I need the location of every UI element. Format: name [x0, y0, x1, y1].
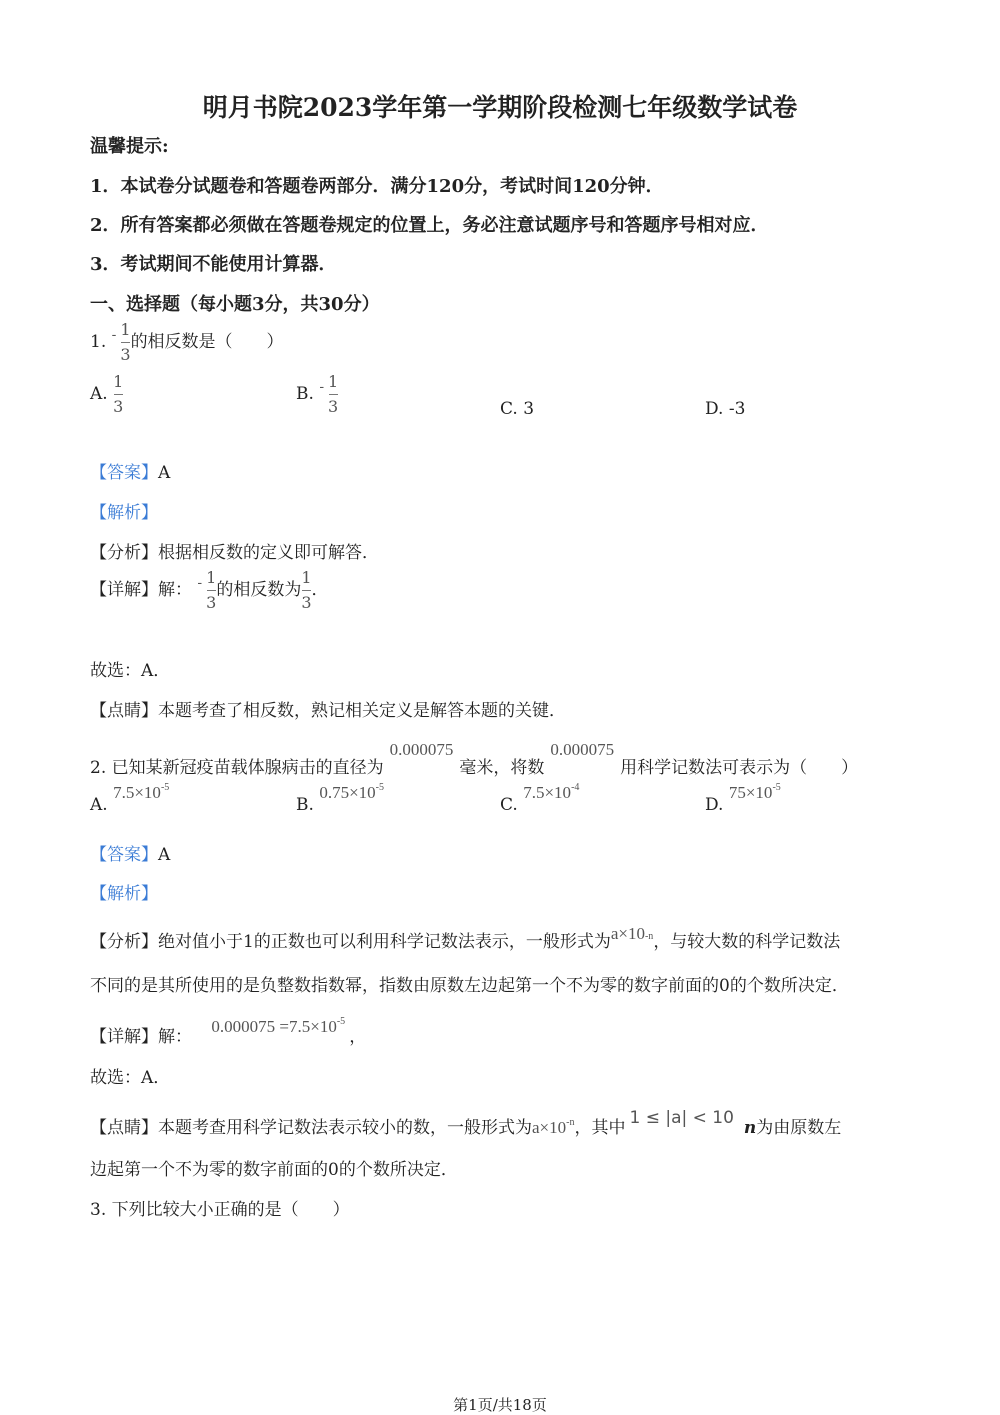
question-stem-1: 2. 已知某新冠疫苗载体腺病击的直径为: [90, 758, 384, 778]
option-label: C.: [500, 795, 518, 815]
dianjing-text-3: 为由原数左: [756, 1118, 842, 1138]
fraction: [301, 570, 311, 611]
negative-sign: -: [111, 327, 117, 343]
option-exponent: -4: [571, 782, 580, 793]
option-math: 7.5×10: [113, 783, 161, 802]
dianjing-tag: 【点睛】: [90, 701, 158, 721]
page-title: 明月书院2023学年第一学期阶段检测七年级数学试卷: [202, 93, 798, 122]
detail-prefix: 解：: [158, 1027, 192, 1047]
fraction-denominator: 3: [120, 345, 131, 364]
fraction-numerator: 1: [120, 320, 131, 339]
dianjing-text: [90, 696, 566, 721]
tip-1: 1．本试卷分试题卷和答题卷两部分．满分120分，考试时间120分钟．: [90, 176, 664, 197]
option-c: [500, 782, 579, 815]
negative-sign: -: [197, 575, 203, 591]
fenxi-text-2: ，与较大数的科学记数法: [653, 932, 841, 952]
option-math: 75×10: [728, 783, 773, 802]
answer-tag: 【答案】: [90, 845, 158, 865]
dianjing-tag: 【点睛】: [90, 1118, 158, 1138]
fraction: [120, 322, 130, 363]
detail-middle: 的相反数为: [216, 580, 302, 600]
option-c: C. 3: [500, 399, 535, 419]
section-heading: 一、选择题（每小题3分，共30分）: [90, 294, 380, 315]
value-math: 0.000075: [550, 740, 615, 759]
fenxi-text-1: 绝对值小于1的正数也可以利用科学记数法表示，一般形式为: [158, 932, 611, 952]
question-stem-3: 用科学记数法可表示为（ ）: [620, 758, 859, 778]
fenxi-exponent: -n: [644, 931, 654, 942]
fraction-numerator: 1: [301, 568, 312, 587]
option-exponent: -5: [375, 782, 384, 793]
tips-heading: 温馨提示:: [90, 136, 169, 157]
option-a: [90, 374, 123, 415]
dianjing-math: a×10: [532, 1118, 567, 1137]
n-variable: n: [743, 1118, 757, 1138]
detail-exponent: -5: [336, 1016, 346, 1027]
answer-value: A: [158, 845, 171, 865]
option-math: 0.75×10: [319, 783, 376, 802]
option-b: [296, 374, 338, 415]
option-math: 7.5×10: [523, 783, 572, 802]
detail-text: [90, 1016, 366, 1047]
fraction-numerator: 1: [113, 372, 124, 391]
option-label: A.: [90, 384, 108, 404]
fenxi-tag: 【分析】: [90, 543, 158, 563]
answer-value: A: [158, 463, 171, 483]
choose-line: 故选：A．: [90, 661, 171, 681]
option-d: D. -3: [705, 399, 746, 419]
dianjing-text-1: 本题考查用科学记数法表示较小的数，一般形式为: [158, 1118, 532, 1138]
detail-tag: 【详解】: [90, 1027, 158, 1047]
fraction-denominator: 3: [113, 397, 124, 416]
question-stem: 的相反数是（ ）: [130, 332, 284, 352]
option-exponent: -5: [772, 782, 781, 793]
detail-text: [90, 570, 329, 611]
value-math: 0.000075: [389, 740, 454, 759]
question-2: [90, 740, 858, 778]
fraction: [206, 570, 216, 611]
analysis-tag: 【解析】: [90, 503, 158, 523]
page-footer: 第1页/共18页: [453, 1396, 547, 1414]
analysis-text: [90, 538, 379, 563]
question-3: 3. 下列比较大小正确的是（ ）: [90, 1200, 350, 1220]
analysis-text-line-2: 不同的是其所使用的是负整数指数幂，指数由原数左边起第一个不为零的数字前面的0的个数所决定．: [90, 976, 849, 996]
dianjing-text-2: ，其中: [574, 1118, 626, 1138]
choose-line: 故选：A．: [90, 1068, 171, 1088]
detail-end: ．: [311, 580, 329, 600]
fenxi-tag: 【分析】: [90, 932, 158, 952]
answer-line: [90, 458, 170, 483]
fenxi-text: 根据相反数的定义即可解答．: [158, 543, 379, 563]
answer-tag: 【答案】: [90, 463, 158, 483]
option-b: [296, 782, 384, 815]
dianjing-text-line-2: 边起第一个不为零的数字前面的0的个数所决定．: [90, 1160, 458, 1180]
question-stem-2: 毫米，将数: [459, 758, 545, 778]
fraction-denominator: 3: [206, 593, 217, 612]
tip-3: 3．考试期间不能使用计算器．: [90, 254, 337, 275]
option-a: [90, 782, 169, 815]
fraction-numerator: 1: [328, 372, 339, 391]
option-label: A.: [90, 795, 108, 815]
tip-2: 2．所有答案都必须做在答题卷规定的位置上，务必注意试题序号和答题序号相对应．: [90, 215, 769, 236]
analysis-text: [90, 924, 840, 952]
fenxi-math: a×10: [610, 924, 645, 943]
fraction-denominator: 3: [328, 397, 339, 416]
detail-prefix: 解：: [158, 580, 192, 600]
detail-tag: 【详解】: [90, 580, 158, 600]
inequality-math: 1 ≤ |a| < 10: [629, 1108, 734, 1128]
dianjing-exponent: -n: [566, 1117, 575, 1128]
detail-end: ，: [349, 1027, 367, 1047]
answer-line: [90, 840, 170, 865]
negative-sign: -: [319, 379, 325, 395]
fraction: [113, 374, 123, 415]
fraction: [328, 374, 338, 415]
detail-math: 0.000075 =7.5×10: [211, 1017, 337, 1036]
option-label: D.: [705, 795, 724, 815]
option-d: [705, 782, 781, 815]
fraction-numerator: 1: [206, 568, 217, 587]
dianjing-content: 本题考查了相反数，熟记相关定义是解答本题的关键．: [158, 701, 566, 721]
analysis-tag: 【解析】: [90, 884, 158, 904]
dianjing-text: [90, 1108, 841, 1138]
question-number: 1.: [90, 332, 107, 352]
option-label: B.: [296, 384, 314, 404]
option-label: B.: [296, 795, 314, 815]
option-exponent: -5: [160, 782, 170, 793]
fraction-denominator: 3: [301, 593, 312, 612]
question-1: [90, 322, 284, 363]
